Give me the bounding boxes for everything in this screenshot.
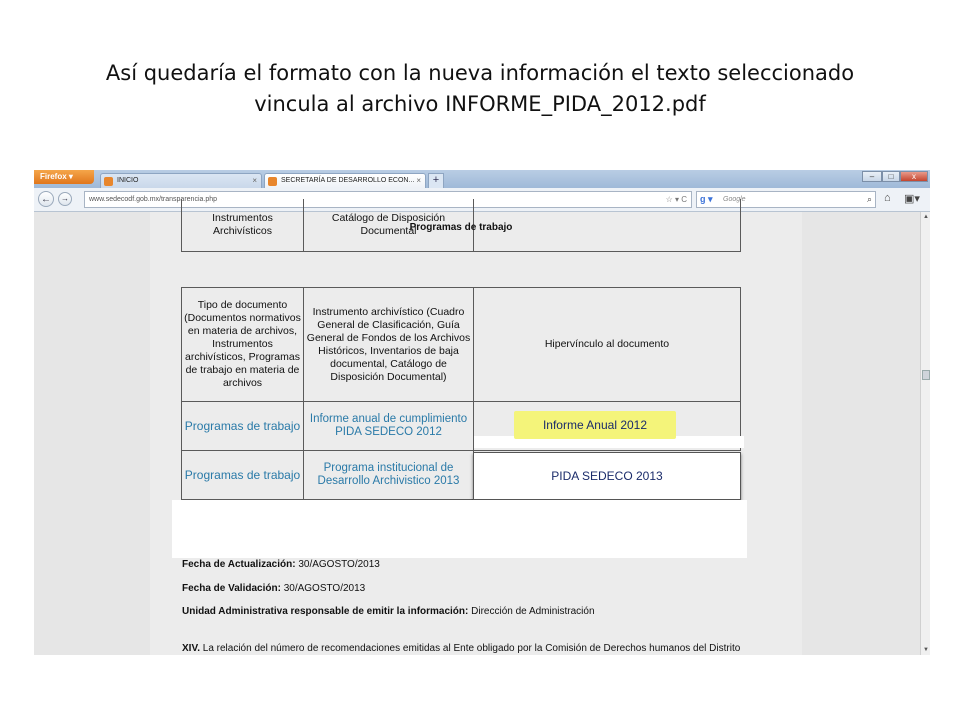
search-icon[interactable]: ⌕: [866, 194, 872, 204]
scrollbar-thumb[interactable]: [922, 370, 930, 380]
close-tab-icon[interactable]: ×: [252, 176, 257, 185]
fecha-validacion: Fecha de Validación: 30/AGOSTO/2013: [182, 583, 366, 594]
tab-label: SECRETARÍA DE DESARROLLO ECON...: [281, 177, 415, 184]
new-tab-button[interactable]: +: [428, 173, 444, 188]
pida-sedeco-link[interactable]: PIDA SEDECO 2013: [473, 452, 741, 500]
favicon-icon: [268, 177, 277, 186]
row2-instrumento: Programa institucional de Desarrollo Archivistico 2013: [303, 450, 474, 500]
header-instrumento: Instrumento archivístico (Cuadro General de Clasificación, Guía General de Fondos de los Archivos Históricos, Inventarios de baja documental, Catálogo de Disposición Documental): [303, 287, 474, 402]
forward-button[interactable]: [58, 192, 72, 206]
back-arrow-icon: ←: [41, 194, 51, 205]
slide-title-line1: Así quedaría el formato con la nueva información el texto seleccionado: [105, 61, 855, 85]
slide-title: [40, 58, 920, 120]
header-tipo-documento: Tipo de documento (Documentos normativos en materia de archivos, Instrumentos archivísticos, Programas de trabajo en materia de archivos: [181, 287, 304, 402]
bookmarks-menu-icon[interactable]: ▣▾: [904, 193, 920, 205]
scroll-up-icon[interactable]: ▲: [923, 214, 929, 220]
bookmark-reload-icons[interactable]: ☆ ▾ C: [665, 195, 687, 204]
home-icon[interactable]: ⌂: [884, 192, 891, 204]
tab-bar: [34, 170, 930, 188]
cell-instrumentos: Instrumentos Archivísticos: [181, 199, 304, 252]
white-overlay-box: [172, 500, 747, 558]
row2-tipo: Programas de trabajo: [181, 450, 304, 500]
url-text: www.sedecodf.gob.mx/transparencia.php: [89, 196, 218, 203]
fecha-actualizacion: Fecha de Actualización: 30/AGOSTO/2013: [182, 559, 380, 570]
slide-title-line2: vincula al archivo INFORME_PIDA_2012.pdf: [254, 92, 706, 116]
search-placeholder: Google: [723, 196, 746, 203]
google-icon[interactable]: g ▾: [700, 194, 713, 204]
row1-tipo: Programas de trabajo: [181, 401, 304, 451]
firefox-menu-button[interactable]: Firefox ▾: [34, 170, 94, 184]
unidad-administrativa: Unidad Administrativa responsable de emitir la información: Dirección de Administración: [182, 606, 595, 617]
cell-catalogo: Catálogo de Disposición Documental: [303, 199, 474, 252]
back-button[interactable]: [38, 191, 54, 207]
xiv-text: XIV. La relación del número de recomendaciones emitidas al Ente obligado por la Comisión de Derechos humanos del Distrito: [182, 643, 741, 654]
close-window-button[interactable]: x: [900, 171, 928, 182]
tab-secretaria[interactable]: [264, 173, 426, 188]
close-tab-icon[interactable]: ×: [416, 176, 421, 185]
scroll-down-icon[interactable]: ▼: [923, 647, 929, 653]
vertical-scrollbar[interactable]: [920, 212, 930, 655]
informe-anual-link[interactable]: Informe Anual 2012: [514, 411, 676, 439]
row1-instrumento: Informe anual de cumplimiento PIDA SEDECO 2012: [303, 401, 474, 451]
favicon-icon: [104, 177, 113, 186]
forward-arrow-icon: →: [61, 194, 69, 203]
tab-inicio[interactable]: [100, 173, 262, 188]
tab-label: INICIO: [117, 177, 139, 184]
maximize-button[interactable]: □: [882, 171, 900, 182]
section-title: Programas de trabajo: [409, 222, 513, 233]
header-hipervinculo: Hipervínculo al documento: [473, 287, 741, 402]
minimize-button[interactable]: –: [862, 171, 882, 182]
